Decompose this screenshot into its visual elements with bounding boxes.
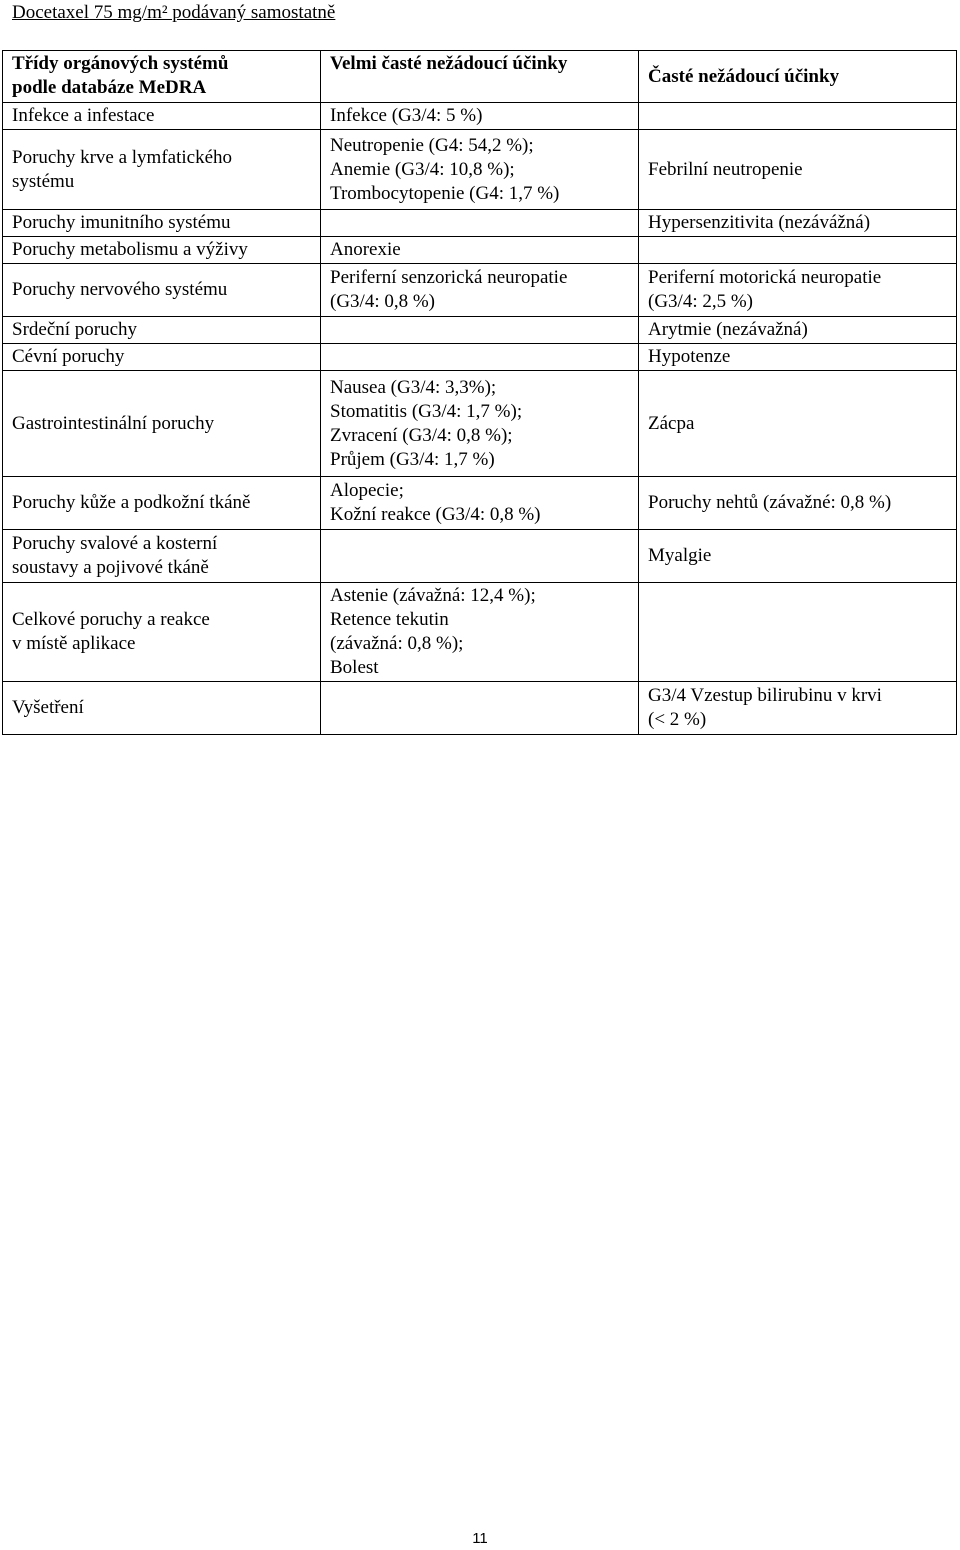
cell-very-common-line: (závažná: 0,8 %); — [330, 633, 464, 654]
cell-common — [639, 371, 957, 477]
cell-very-common-line: Kožní reakce (G3/4: 0,8 %) — [330, 504, 541, 525]
cell-very-common — [321, 237, 639, 264]
cell-organ-class — [3, 530, 321, 583]
cell-organ-class-line: Poruchy metabolismu a výživy — [12, 239, 248, 260]
cell-common-line: Arytmie (nezávažná) — [648, 319, 808, 340]
table-header-row — [3, 51, 957, 103]
cell-very-common — [321, 264, 639, 317]
cell-common — [639, 477, 957, 530]
cell-very-common — [321, 682, 639, 735]
cell-very-common-line: Periferní senzorická neuropatie — [330, 267, 568, 288]
cell-very-common — [321, 530, 639, 583]
cell-organ-class — [3, 682, 321, 735]
cell-very-common-line: Stomatitis (G3/4: 1,7 %); — [330, 400, 523, 422]
cell-common-line: (G3/4: 2,5 %) — [648, 291, 754, 312]
cell-organ-class-line: Poruchy svalové a kosterní — [12, 533, 218, 554]
table-row — [3, 210, 957, 237]
cell-very-common-line: Infekce (G3/4: 5 %) — [330, 105, 483, 126]
header-soc-line: Třídy orgánových systémů — [12, 53, 229, 74]
table-row — [3, 583, 957, 682]
cell-very-common-line: Nausea (G3/4: 3,3%); — [330, 376, 497, 398]
cell-organ-class-line: v místě aplikace — [12, 633, 136, 654]
cell-organ-class — [3, 264, 321, 317]
header-very-common-line: Velmi časté nežádoucí účinky — [330, 53, 568, 74]
cell-common — [639, 317, 957, 344]
cell-very-common-line: Bolest — [330, 657, 379, 678]
cell-common-line: Hypersenzitivita (nezávážná) — [648, 212, 871, 233]
table-row — [3, 530, 957, 583]
cell-very-common — [321, 210, 639, 237]
cell-common — [639, 583, 957, 682]
cell-very-common-line: Zvracení (G3/4: 0,8 %); — [330, 424, 513, 446]
cell-organ-class — [3, 583, 321, 682]
cell-organ-class-line: Gastrointestinální poruchy — [12, 412, 215, 434]
cell-very-common-line: Alopecie; — [330, 480, 404, 501]
cell-organ-class — [3, 477, 321, 530]
cell-organ-class — [3, 103, 321, 130]
cell-very-common — [321, 371, 639, 477]
cell-very-common — [321, 317, 639, 344]
cell-organ-class-line: Cévní poruchy — [12, 346, 125, 367]
table-row — [3, 477, 957, 530]
cell-very-common-line: Neutropenie (G4: 54,2 %); — [330, 134, 534, 156]
page-number: 11 — [472, 1530, 488, 1547]
cell-very-common-line: Retence tekutin — [330, 609, 449, 630]
cell-organ-class-line: Infekce a infestace — [12, 105, 155, 126]
cell-common-line: Zácpa — [648, 412, 695, 434]
cell-organ-class-line: Poruchy imunitního systému — [12, 212, 231, 233]
cell-common-line: Periferní motorická neuropatie — [648, 267, 882, 288]
cell-very-common — [321, 477, 639, 530]
cell-common-line: Myalgie — [648, 545, 712, 566]
cell-very-common-line: Průjem (G3/4: 1,7 %) — [330, 448, 495, 470]
cell-very-common-line: (G3/4: 0,8 %) — [330, 291, 436, 312]
table-row — [3, 344, 957, 371]
cell-very-common-line: Anemie (G3/4: 10,8 %); — [330, 158, 515, 180]
adverse-effects-table — [2, 50, 957, 735]
cell-common-line: Poruchy nehtů (závažné: 0,8 %) — [648, 492, 892, 513]
cell-organ-class — [3, 317, 321, 344]
cell-very-common-line: Astenie (závažná: 12,4 %); — [330, 585, 536, 606]
table-row — [3, 130, 957, 210]
header-soc — [3, 51, 321, 103]
table-row — [3, 317, 957, 344]
cell-very-common — [321, 103, 639, 130]
cell-common-line: (< 2 %) — [648, 709, 707, 730]
cell-very-common-line: Trombocytopenie (G4: 1,7 %) — [330, 182, 560, 204]
cell-very-common — [321, 130, 639, 210]
cell-organ-class-line: soustavy a pojivové tkáně — [12, 557, 209, 578]
header-common-line: Časté nežádoucí účinky — [648, 65, 840, 87]
cell-common — [639, 682, 957, 735]
cell-organ-class-line: Srdeční poruchy — [12, 319, 138, 340]
cell-common-line: G3/4 Vzestup bilirubinu v krvi — [648, 685, 882, 706]
cell-common — [639, 103, 957, 130]
table-row — [3, 371, 957, 477]
cell-common-line: Hypotenze — [648, 346, 731, 367]
cell-organ-class-line: Poruchy krve a lymfatického — [12, 146, 233, 168]
table-row — [3, 264, 957, 317]
table-row — [3, 103, 957, 130]
cell-organ-class-line: systému — [12, 170, 75, 192]
cell-very-common — [321, 344, 639, 371]
cell-common — [639, 264, 957, 317]
cell-very-common-line: Anorexie — [330, 239, 401, 260]
table-row — [3, 682, 957, 735]
cell-organ-class — [3, 130, 321, 210]
table-row — [3, 237, 957, 264]
cell-organ-class — [3, 237, 321, 264]
cell-organ-class-line: Celkové poruchy a reakce — [12, 609, 210, 630]
header-soc-line: podle databáze MeDRA — [12, 77, 207, 98]
cell-common — [639, 130, 957, 210]
cell-very-common — [321, 583, 639, 682]
cell-common — [639, 530, 957, 583]
cell-common-line: Febrilní neutropenie — [648, 158, 803, 180]
cell-organ-class — [3, 210, 321, 237]
cell-organ-class-line: Poruchy nervového systému — [12, 279, 228, 300]
header-very-common — [321, 51, 639, 103]
document-heading: Docetaxel 75 mg/m² podávaný samostatně — [12, 2, 336, 23]
cell-organ-class-line: Poruchy kůže a podkožní tkáně — [12, 492, 251, 513]
cell-common — [639, 210, 957, 237]
cell-organ-class-line: Vyšetření — [12, 697, 84, 718]
cell-organ-class — [3, 344, 321, 371]
cell-organ-class — [3, 371, 321, 477]
header-common — [639, 51, 957, 103]
cell-common — [639, 344, 957, 371]
cell-common — [639, 237, 957, 264]
